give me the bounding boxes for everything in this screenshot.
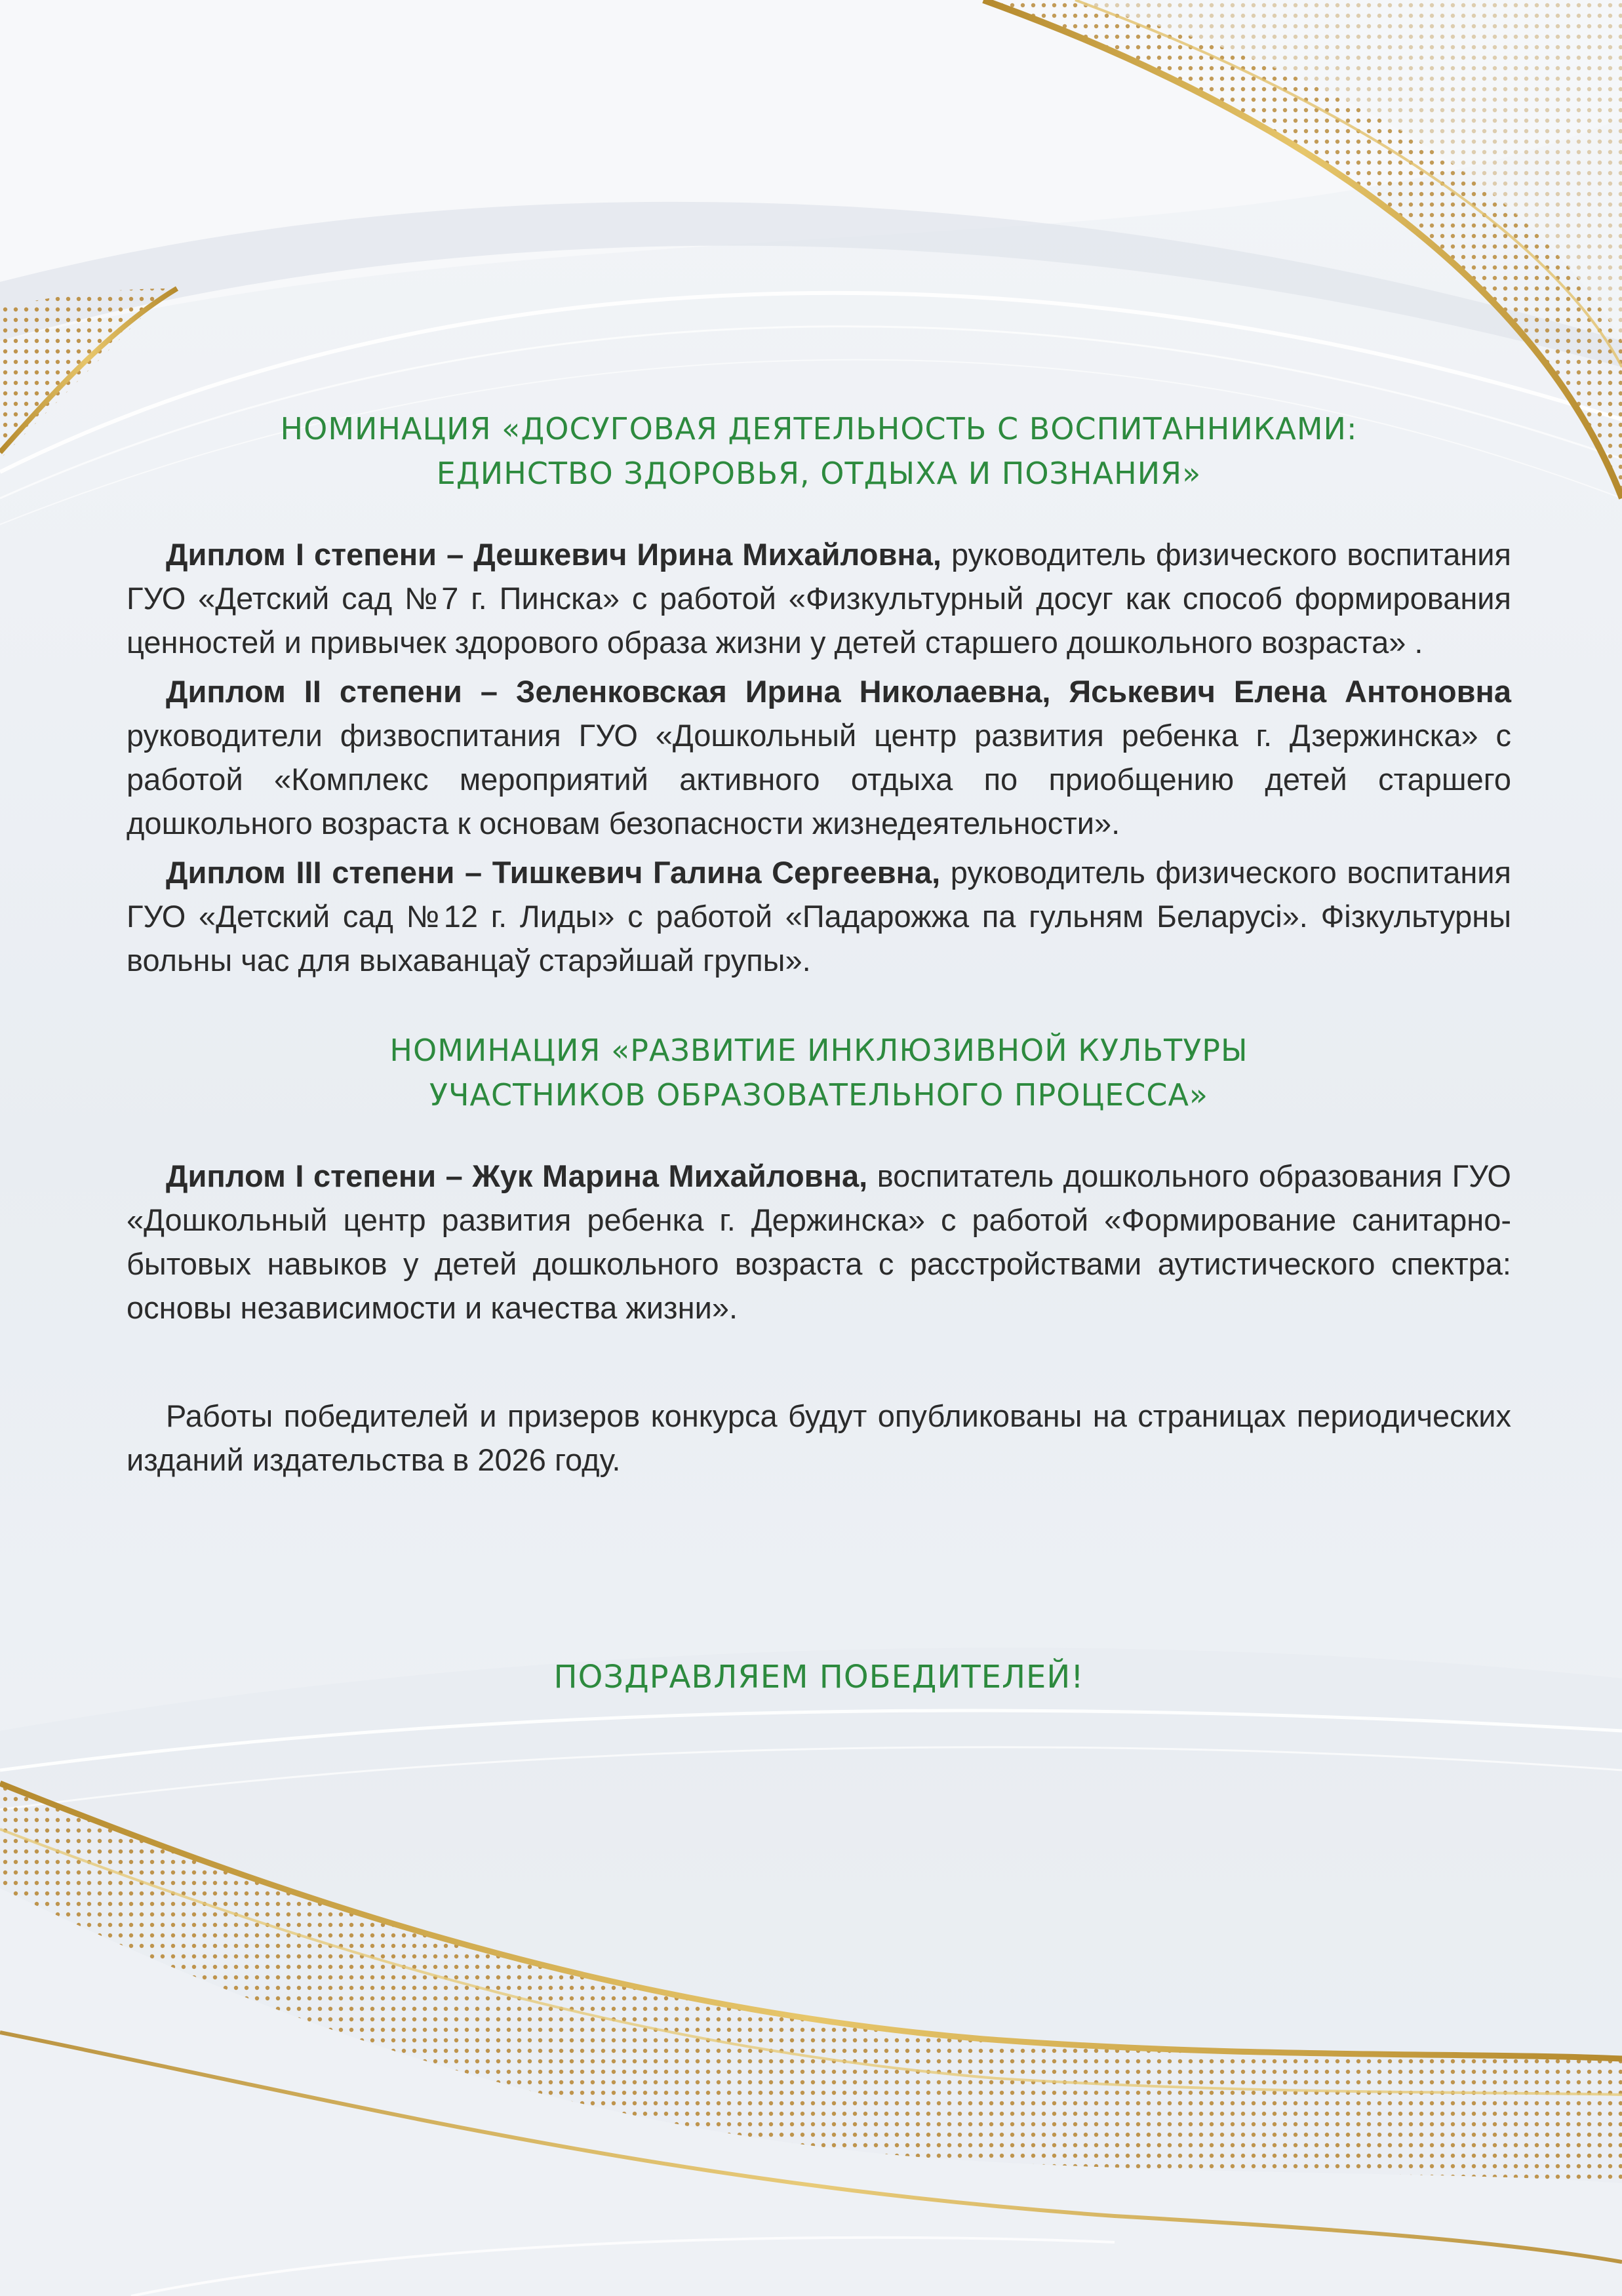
- award-diploma: Диплом I степени – Жук Марина Михайловна,: [166, 1158, 868, 1193]
- award-paragraph: [127, 1154, 1511, 1330]
- congratulations-heading: ПОЗДРАВЛЯЕМ ПОБЕДИТЕЛЕЙ!: [553, 1659, 1084, 1695]
- award-text: руководитель физического воспитания ГУО «Детский сад №7 г. Пинска» с работой «Физкультурный досуг как способ формирования ценностей и привычек здорового образа жизни у детей старшего дошкольного возраста» .: [127, 537, 1511, 660]
- award-paragraph: [127, 532, 1511, 664]
- award-paragraph: [127, 850, 1511, 982]
- nomination-1-title: [127, 406, 1511, 496]
- nomination-2-title-line-2: УЧАСТНИКОВ ОБРАЗОВАТЕЛЬНОГО ПРОЦЕССА»: [429, 1077, 1209, 1113]
- publication-note: Работы победителей и призеров конкурса будут опубликованы на страницах периодических изданий издательства в 2026 году.: [127, 1398, 1511, 1477]
- award-diploma: Диплом II степени – Зеленковская Ирина Николаевна, Яськевич Елена Антоновна: [166, 674, 1511, 709]
- award-text: руководители физвоспитания ГУО «Дошкольный центр развития ребенка г. Дзержинска» с работой «Комплекс мероприятий активного отдыха по приобщению детей старшего дошкольного возраста к основам безопасности жизнедеятельности».: [127, 718, 1511, 841]
- award-paragraph: [127, 669, 1511, 845]
- nomination-1-title-line-2: ЕДИНСТВО ЗДОРОВЬЯ, ОТДЫХА И ПОЗНАНИЯ»: [436, 456, 1202, 491]
- nomination-1-title-line-1: НОМИНАЦИЯ «ДОСУГОВАЯ ДЕЯТЕЛЬНОСТЬ С ВОСПИТАННИКАМИ:: [280, 411, 1358, 446]
- award-text: воспитатель дошкольного образования ГУО «Дошкольный центр развития ребенка г. Держинска» с работой «Формирование санитарно-бытовых навыков у детей дошкольного возраста с расстройствами аутистического спектра: основы независимости и качества жизни».: [127, 1158, 1511, 1325]
- document-body: [127, 406, 1511, 1695]
- nomination-2-title: [127, 1028, 1511, 1117]
- award-diploma: Диплом I степени – Дешкевич Ирина Михайловна,: [166, 537, 941, 572]
- nomination-2-title-line-1: НОМИНАЦИЯ «РАЗВИТИЕ ИНКЛЮЗИВНОЙ КУЛЬТУРЫ: [389, 1033, 1248, 1068]
- award-diploma: Диплом III степени – Тишкевич Галина Сергеевна,: [166, 855, 941, 890]
- award-text: руководитель физического воспитания ГУО «Детский сад №12 г. Лиды» с работой «Падарожжа па гульням Беларусі». Фізкультурны вольны час для выхаванцаў старэйшай групы».: [127, 855, 1511, 978]
